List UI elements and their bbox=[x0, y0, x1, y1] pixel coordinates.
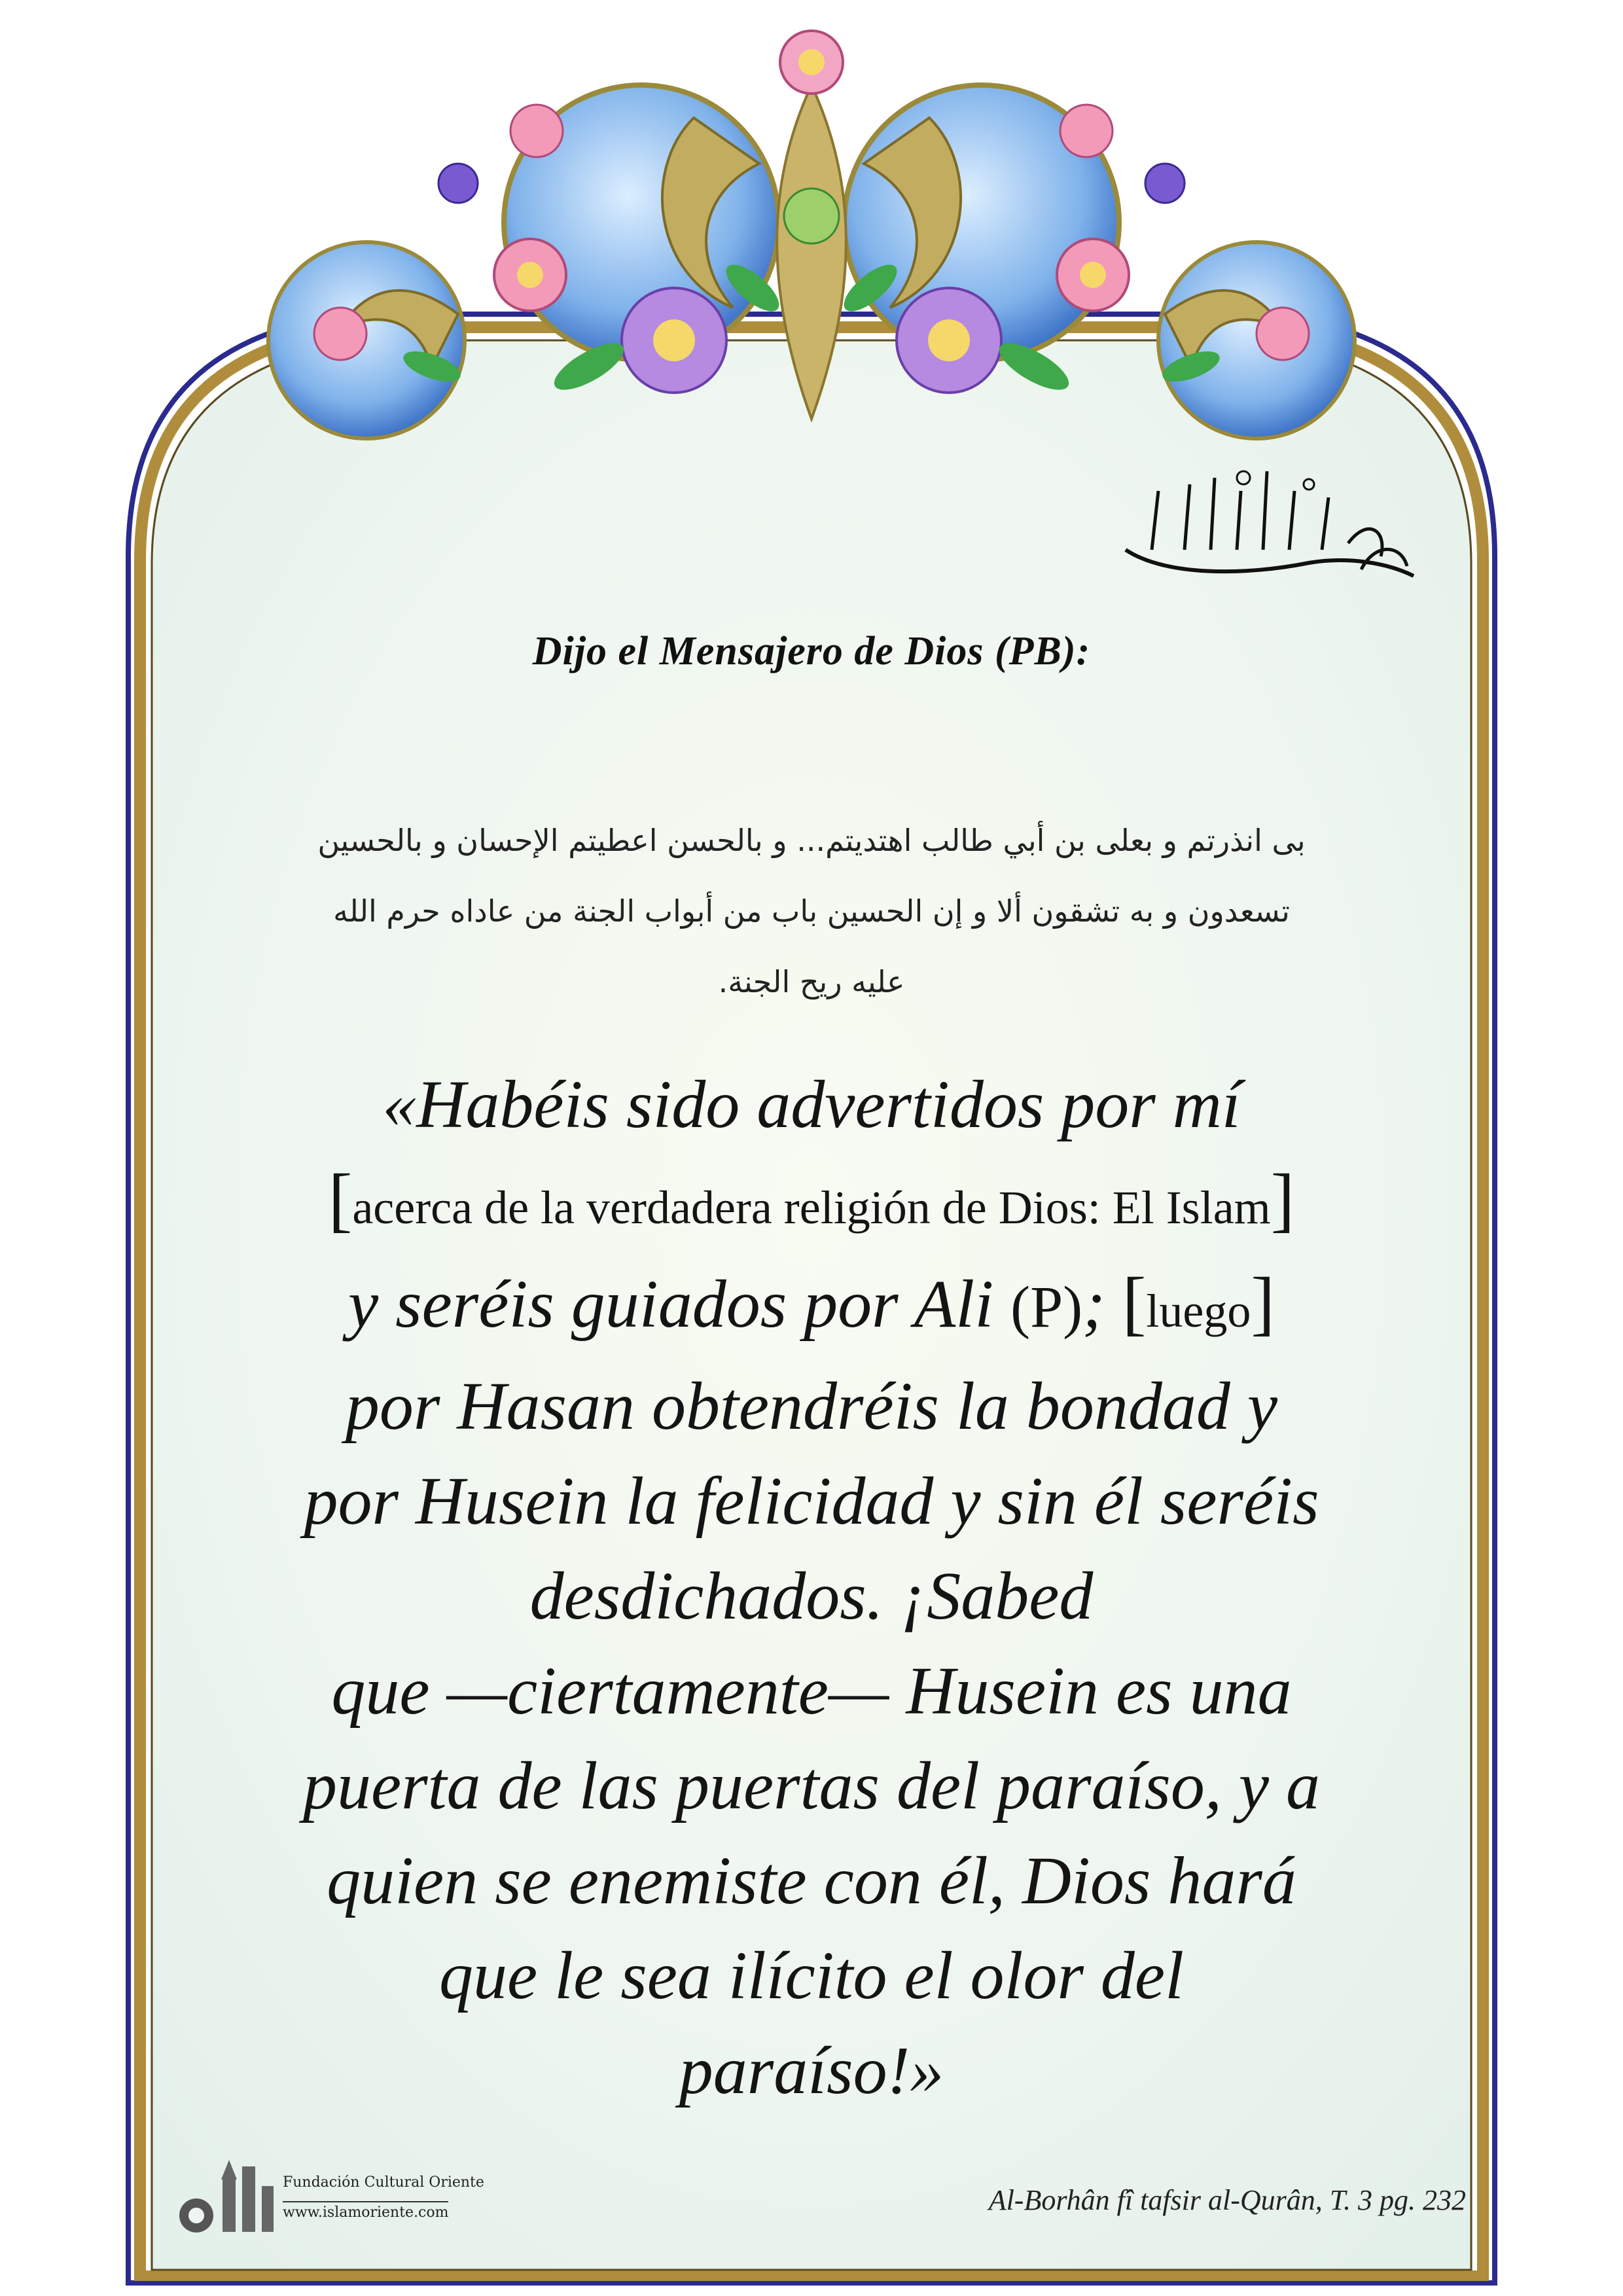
quote-line: desdichados. ¡Sabed bbox=[529, 1558, 1094, 1634]
basmala-calligraphy-icon bbox=[1113, 452, 1427, 589]
quote-line: por Husein la felicidad y sin él seréis bbox=[304, 1463, 1319, 1539]
quote-line: que —ciertamente— Husein es una bbox=[331, 1653, 1292, 1729]
quote-line: «Habéis sido advertidos por mí bbox=[382, 1067, 1241, 1142]
quote-line: por Hasan obtendréis la bondad y bbox=[345, 1369, 1278, 1444]
quote-line: paraíso!» bbox=[679, 2033, 944, 2108]
arabic-line: تسعدون و به تشقون ألا و إن الحسين باب من أبواب الجنة من عاداه حرم الله bbox=[333, 893, 1290, 929]
arabic-line: بى انذرتم و بعلى بن أبي طالب اهتديتم... و بالحسن اعطيتم الإحسان و بالحسين bbox=[317, 823, 1306, 858]
quote-line-bracketed: [acerca de la verdadera religión de Dios: El Islam] bbox=[328, 1159, 1295, 1239]
floral-ornament-icon bbox=[268, 31, 1355, 439]
quote-line: y seréis guiados por Ali (P); [luego] bbox=[348, 1263, 1275, 1342]
attribution-heading: Dijo el Mensajero de Dios (PB): bbox=[532, 629, 1091, 673]
quote-line: que le sea ilícito el olor del bbox=[439, 1938, 1184, 2013]
source-citation: Al-Borhân fî tafsir al-Qurân, T. 3 pg. 232 bbox=[988, 2184, 1466, 2216]
organization-url[interactable]: www.islamoriente.com bbox=[283, 2201, 448, 2221]
quote-line: puerta de las puertas del paraíso, y a bbox=[302, 1748, 1321, 1823]
arabic-line: عليه ريح الجنة. bbox=[718, 964, 905, 999]
organization-name: Fundación Cultural Oriente bbox=[283, 2174, 484, 2191]
spanish-quote bbox=[196, 1057, 1427, 2118]
arabic-hadith bbox=[236, 805, 1387, 1017]
fundacion-logo-icon bbox=[170, 2153, 484, 2238]
quote-line: quien se enemiste con él, Dios hará bbox=[327, 1843, 1296, 1918]
